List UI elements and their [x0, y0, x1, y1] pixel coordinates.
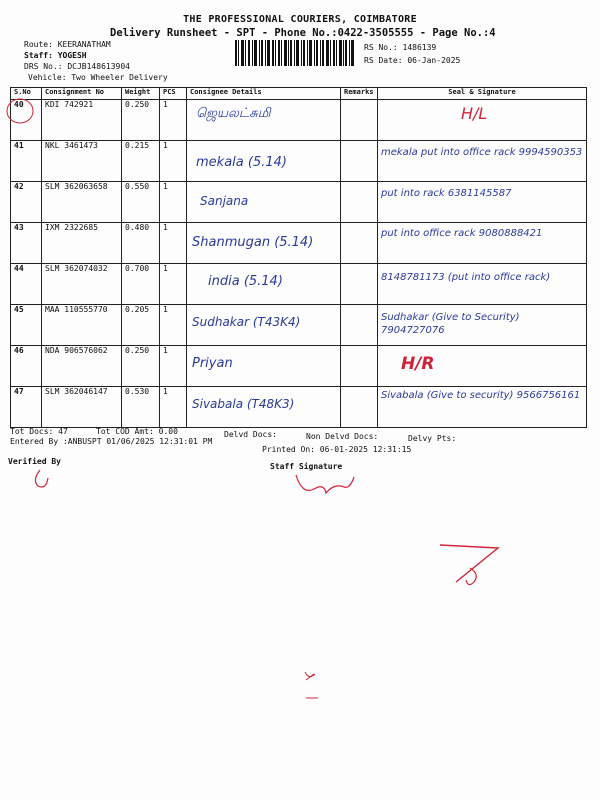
col-header-pcs: PCS [160, 88, 187, 100]
total-cod-amount: Tot COD Amt: 0.00 [96, 427, 178, 436]
col-header-consignment: Consignment No [42, 88, 122, 100]
total-docs: Tot Docs: 47 [10, 427, 68, 436]
sno-circle-mark [7, 99, 33, 123]
handwritten-consignee: Sudhakar (T43K4) [192, 315, 301, 329]
handwritten-consignee: Sivabala (T48K3) [192, 397, 295, 411]
col-header-remarks: Remarks [341, 88, 378, 100]
handwritten-signature: H/R [401, 354, 435, 374]
row-pcs: 1 [160, 264, 187, 305]
row-sno: 43 [11, 223, 42, 264]
handwritten-consignee: Sanjana [200, 194, 249, 208]
company-title: THE PROFESSIONAL COURIERS, COIMBATORE [183, 14, 417, 25]
row-sno: 44 [11, 264, 42, 305]
vehicle-label: Vehicle: Two Wheeler Delivery [28, 73, 168, 82]
row-weight: 0.550 [122, 182, 160, 223]
row-consignment: IXM 2322685 [42, 223, 122, 264]
red-small-mark [305, 672, 315, 680]
row-weight: 0.215 [122, 141, 160, 182]
handwritten-signature: put into rack 6381145587 [381, 188, 512, 199]
row-sno: 47 [11, 387, 42, 428]
row-sno: 46 [11, 346, 42, 387]
staff-label: Staff: YOGESH [24, 51, 87, 60]
red-check-mark [440, 545, 498, 582]
row-consignment: MAA 110555770 [42, 305, 122, 346]
row-weight: 0.205 [122, 305, 160, 346]
handwritten-consignee: india (5.14) [208, 274, 283, 289]
row-weight: 0.250 [122, 100, 160, 141]
row-sno: 42 [11, 182, 42, 223]
row-pcs: 1 [160, 346, 187, 387]
handwritten-signature: mekala put into office rack 9994590353 [381, 147, 583, 158]
row-pcs: 1 [160, 141, 187, 182]
col-header-weight: Weight [122, 88, 160, 100]
row-pcs: 1 [160, 387, 187, 428]
runsheet-subtitle: Delivery Runsheet - SPT - Phone No.:0422-3505555 - Page No.:4 [110, 27, 496, 39]
row-weight: 0.250 [122, 346, 160, 387]
row-pcs: 1 [160, 223, 187, 264]
staff-signature-label: Staff Signature [270, 462, 343, 471]
delivered-docs: Delvd Docs: [224, 430, 277, 439]
row-weight: 0.480 [122, 223, 160, 264]
non-delivered-docs: Non Delvd Docs: [306, 432, 379, 441]
handwritten-signature: Sivabala (Give to security) 9566756161 [381, 390, 581, 401]
row-consignment: NDA 906576062 [42, 346, 122, 387]
drs-number: DRS No.: DCJB148613904 [24, 62, 130, 71]
row-pcs: 1 [160, 100, 187, 141]
col-header-consignee: Consignee Details [187, 88, 341, 100]
row-weight: 0.530 [122, 387, 160, 428]
row-sno: 45 [11, 305, 42, 346]
col-header-seal: Seal & Signature [378, 88, 587, 100]
verified-by-label: Verified By [8, 457, 61, 466]
handwritten-signature: Sudhakar (Give to Security) 7904727076 [381, 312, 520, 336]
handwritten-signature: H/L [461, 104, 488, 123]
row-sno: 40 [11, 100, 42, 141]
handwritten-signature: put into office rack 9080888421 [381, 228, 543, 239]
rs-date: RS Date: 06-Jan-2025 [364, 56, 461, 65]
row-weight: 0.700 [122, 264, 160, 305]
row-consignment: KDI 742921 [42, 100, 122, 141]
rs-number: RS No.: 1486139 [364, 43, 437, 52]
route-label: Route: KEERANATHAM [24, 40, 111, 49]
row-pcs: 1 [160, 305, 187, 346]
verified-signature-scribble [35, 470, 48, 487]
col-header-sno: S.No [11, 88, 42, 100]
row-sno: 41 [11, 141, 42, 182]
row-consignment: SLM 362063658 [42, 182, 122, 223]
row-pcs: 1 [160, 182, 187, 223]
printed-on: Printed On: 06-01-2025 12:31:15 [262, 445, 412, 454]
handwritten-signature: 8148781173 (put into office rack) [381, 272, 551, 283]
row-consignment: SLM 362046147 [42, 387, 122, 428]
entered-by: Entered By :ANBUSPT 01/06/2025 12:31:01 PM [10, 437, 213, 446]
handwritten-consignee: Priyan [192, 356, 233, 371]
row-consignment: SLM 362074032 [42, 264, 122, 305]
row-consignment: NKL 3461473 [42, 141, 122, 182]
delivery-points: Delvy Pts: [408, 434, 457, 443]
handwritten-consignee: mekala (5.14) [196, 155, 287, 170]
handwritten-consignee: ஜெயலட்சுமி [196, 106, 271, 121]
handwritten-consignee: Shanmugan (5.14) [192, 235, 314, 250]
staff-signature-scribble [296, 475, 354, 493]
